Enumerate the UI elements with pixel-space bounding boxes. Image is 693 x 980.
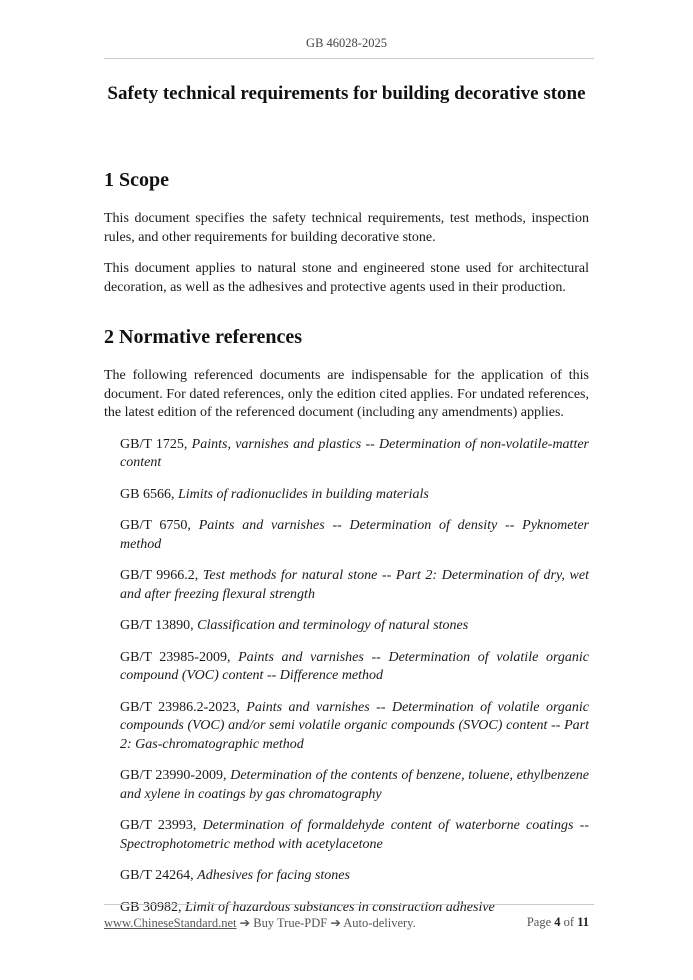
reference-code: GB/T 23986.2-2023, [120, 699, 247, 715]
reference-title: Classification and terminology of natural stones [197, 618, 469, 633]
arrow-right-icon: ➔ [239, 916, 251, 930]
total-pages: 11 [577, 915, 589, 929]
reference-item [120, 767, 589, 804]
scope-paragraph: This document specifies the safety technical requirements, test methods, inspection rules, and other requirements for building decorative stone. [104, 211, 589, 245]
reference-item [120, 699, 589, 755]
reference-title: Limit of hazardous substances in construction adhesive [184, 899, 495, 915]
reference-code: GB/T 6750, [120, 518, 199, 533]
reference-code: GB 30982, [120, 899, 185, 915]
reference-title: Determination of formaldehyde content of waterborne coatings -- Spectrophotometric method with acetylacetone [120, 818, 589, 852]
reference-code: GB/T 13890, [120, 618, 198, 633]
reference-title: Paints and varnishes -- Determination of volatile organic compound (VOC) content -- Difference method [120, 649, 589, 683]
reference-item [120, 436, 589, 473]
reference-code: GB/T 24264, [120, 868, 198, 883]
reference-item [120, 517, 589, 554]
reference-title: Limits of radionuclides in building materials [177, 486, 429, 502]
page-number: 4 [554, 915, 561, 929]
reference-title: Paints, varnishes and plastics -- Determination of non-volatile-matter content [120, 436, 589, 470]
reference-title: Paints and varnishes -- Determination of volatile organic compounds (VOC) and/or semi volatile organic compounds (SVOC) content -- Part 2: Gas-chromatographic method [120, 699, 589, 752]
auto-delivery-text: Auto-delivery. [343, 916, 416, 930]
reference-title: Adhesives for facing stones [197, 868, 350, 883]
footer-divider [104, 904, 594, 905]
running-header: GB 46028-2025 [306, 36, 387, 50]
scope-paragraph: This document applies to natural stone and engineered stone used for architectural decoration, as well as the adhesives and protective agents used in their production. [104, 261, 589, 295]
reference-title: Test methods for natural stone -- Part 2: Determination of dry, wet and after freezing flexural strength [120, 568, 589, 602]
section-heading-scope: 1 Scope [104, 169, 169, 191]
footer-promo [104, 915, 416, 931]
reference-item [120, 867, 589, 886]
reference-item [120, 567, 589, 604]
reference-title: Determination of the contents of benzene, toluene, ethylbenzene and xylene in coatings by gas chromatography [120, 768, 589, 802]
reference-item [120, 617, 589, 636]
reference-code: GB/T 9966.2, [120, 568, 203, 583]
site-link[interactable]: www.ChineseStandard.net [104, 916, 237, 930]
reference-code: GB/T 23985-2009, [120, 649, 239, 665]
section-heading-normative-references: 2 Normative references [104, 326, 303, 348]
header-divider [104, 58, 594, 59]
reference-item [120, 817, 589, 854]
reference-item [120, 486, 589, 505]
page-indicator [527, 915, 589, 930]
reference-title: Paints and varnishes -- Determination of density -- Pyknometer method [120, 518, 589, 552]
reference-code: GB 6566, [120, 486, 178, 502]
reference-code: GB/T 23993, [120, 818, 203, 833]
reference-code: GB/T 23990-2009, [120, 768, 231, 783]
references-intro-paragraph: The following referenced documents are indispensable for the application of this document. For dated references, only the edition cited applies. For undated references, the latest edition of the referenced document (including any amendments) applies. [104, 368, 589, 420]
document-body [104, 168, 589, 930]
of-label: of [563, 915, 575, 929]
reference-code: GB/T 1725, [120, 436, 192, 452]
arrow-right-icon: ➔ [330, 916, 341, 930]
buy-pdf-text: Buy True-PDF [253, 916, 328, 930]
reference-item [120, 649, 589, 686]
page-label: Page [526, 915, 552, 929]
document-title: Safety technical requirements for building decorative stone [107, 83, 586, 104]
